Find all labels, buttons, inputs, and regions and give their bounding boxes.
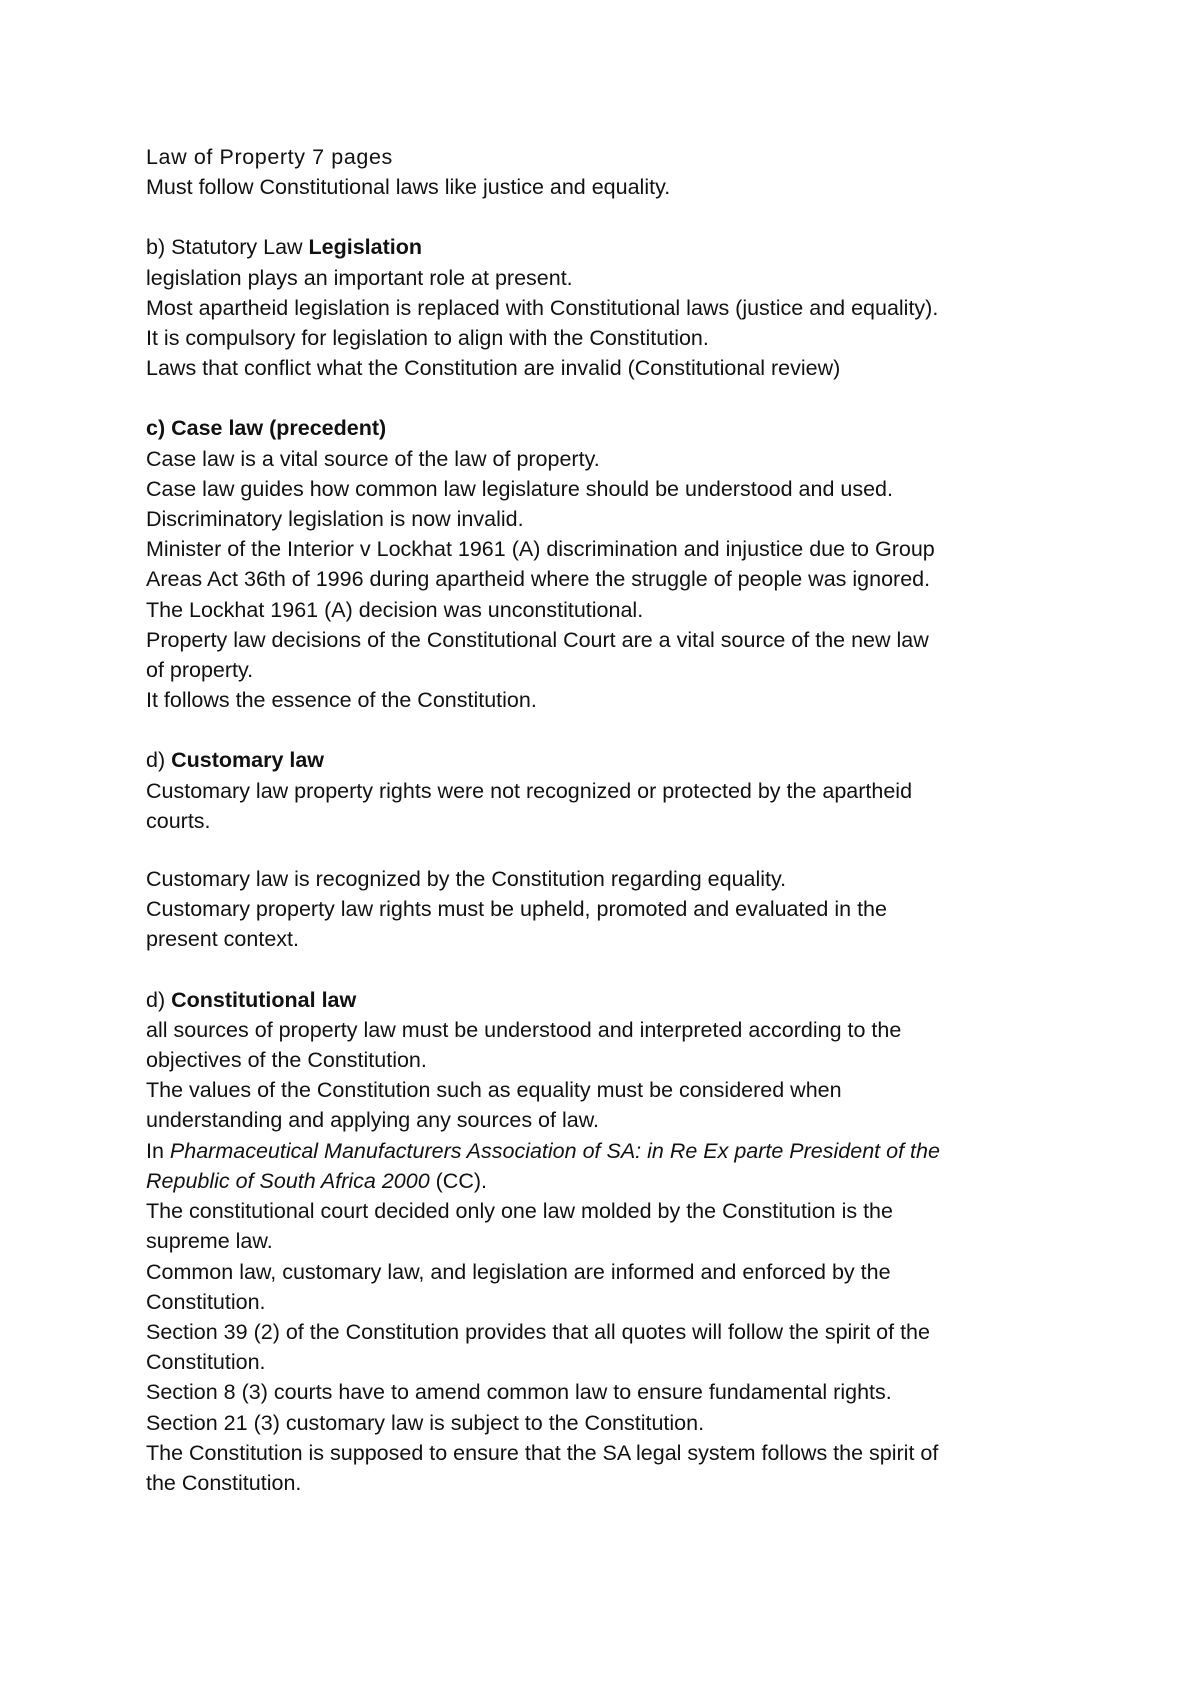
section-c-line: Areas Act 36th of 1996 during apartheid where the struggle of people was ignored. bbox=[146, 567, 931, 592]
section-d-constitutional-line: objectives of the Constitution. bbox=[146, 1048, 427, 1073]
section-d-customary-line: Customary property law rights must be upheld, promoted and evaluated in the bbox=[146, 897, 887, 922]
intro-text: Must follow Constitutional laws like justice and equality. bbox=[146, 175, 671, 200]
section-c-heading bbox=[146, 413, 1076, 443]
section-b-heading bbox=[146, 232, 1076, 262]
case-citation-suffix: (CC). bbox=[429, 1168, 487, 1193]
section-d-constitutional-line: supreme law. bbox=[146, 1229, 273, 1254]
section-d-constitutional-title: Constitutional law bbox=[171, 987, 357, 1012]
section-d-constitutional-line: Constitution. bbox=[146, 1350, 266, 1375]
section-c-line: The Lockhat 1961 (A) decision was unconstitutional. bbox=[146, 597, 644, 622]
section-c-line: of property. bbox=[146, 658, 254, 683]
section-d-customary-line: courts. bbox=[146, 808, 211, 833]
section-c-line: Case law guides how common law legislature should be understood and used. bbox=[146, 476, 893, 501]
section-b-line: Most apartheid legislation is replaced with Constitutional laws (justice and equality). bbox=[146, 295, 939, 320]
section-d-constitutional-line: Section 39 (2) of the Constitution provides that all quotes will follow the spirit of the bbox=[146, 1319, 930, 1344]
section-c-line: It follows the essence of the Constitution. bbox=[146, 688, 537, 713]
case-citation-name-part2: Republic of South Africa 2000 bbox=[146, 1168, 430, 1193]
section-b-line: legislation plays an important role at present. bbox=[146, 265, 573, 290]
section-b-line: It is compulsory for legislation to align with the Constitution. bbox=[146, 326, 709, 351]
document-page bbox=[146, 142, 1076, 1498]
case-citation-line bbox=[146, 1136, 1076, 1166]
section-c-line: Discriminatory legislation is now invalid. bbox=[146, 507, 524, 532]
case-citation-prefix: In bbox=[146, 1138, 170, 1163]
section-b-prefix: b) Statutory Law bbox=[146, 235, 309, 260]
section-d-constitutional-line: Section 21 (3) customary law is subject to the Constitution. bbox=[146, 1410, 705, 1435]
section-b-title: Legislation bbox=[308, 235, 423, 260]
section-d-customary-title: Customary law bbox=[171, 748, 325, 773]
section-d-constitutional-line: all sources of property law must be understood and interpreted according to the bbox=[146, 1017, 902, 1042]
section-d-customary-line: Customary law is recognized by the Constitution regarding equality. bbox=[146, 867, 787, 892]
section-d-customary-heading bbox=[146, 745, 1076, 775]
section-c-line: Minister of the Interior v Lockhat 1961 (A) discrimination and injustice due to Group bbox=[146, 537, 935, 562]
section-d-constitutional-prefix: d) bbox=[146, 987, 172, 1012]
section-c-line: Property law decisions of the Constitutional Court are a vital source of the new law bbox=[146, 627, 929, 652]
section-d-constitutional-line: The Constitution is supposed to ensure that the SA legal system follows the spirit of bbox=[146, 1440, 939, 1465]
section-d-customary-line: Customary law property rights were not recognized or protected by the apartheid bbox=[146, 778, 913, 803]
section-d-constitutional-line: The values of the Constitution such as equality must be considered when bbox=[146, 1078, 842, 1103]
document-title: Law of Property 7 pages bbox=[146, 145, 393, 169]
section-b-line: Laws that conflict what the Constitution are invalid (Constitutional review) bbox=[146, 356, 841, 381]
section-d-customary-line: present context. bbox=[146, 927, 299, 952]
section-d-constitutional-line: Constitution. bbox=[146, 1289, 266, 1314]
section-d-constitutional-line: Common law, customary law, and legislation are informed and enforced by the bbox=[146, 1259, 891, 1284]
section-c-line: Case law is a vital source of the law of property. bbox=[146, 446, 600, 471]
section-d-constitutional-line: the Constitution. bbox=[146, 1470, 302, 1495]
case-citation-line bbox=[146, 1166, 1076, 1196]
section-c-title: c) Case law (precedent) bbox=[146, 416, 387, 441]
section-d-constitutional-heading bbox=[146, 985, 1076, 1015]
section-d-customary-prefix: d) bbox=[146, 748, 172, 773]
section-d-constitutional-line: Section 8 (3) courts have to amend common law to ensure fundamental rights. bbox=[146, 1380, 892, 1405]
case-citation-name-part1: Pharmaceutical Manufacturers Association of SA: in Re Ex parte President of the bbox=[169, 1138, 940, 1163]
section-d-constitutional-line: understanding and applying any sources of law. bbox=[146, 1108, 600, 1133]
section-d-constitutional-line: The constitutional court decided only one law molded by the Constitution is the bbox=[146, 1199, 893, 1224]
